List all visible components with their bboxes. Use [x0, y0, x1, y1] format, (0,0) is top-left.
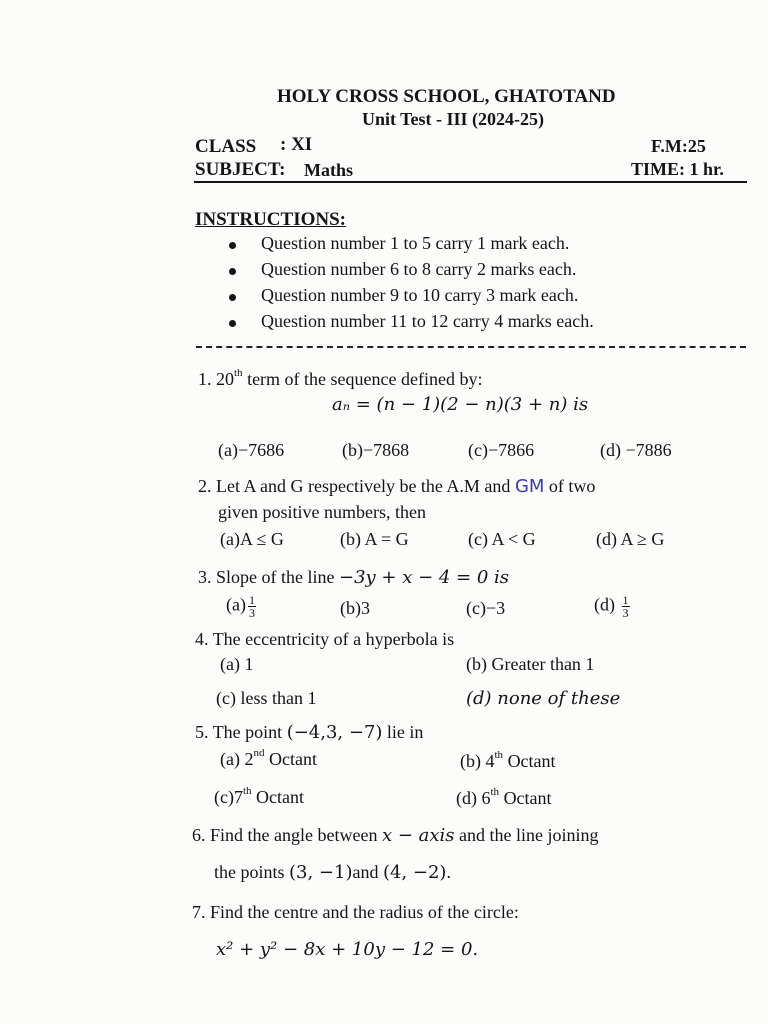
- question-text: Let A and G respectively be the A.M and: [216, 476, 515, 496]
- option-text-end: Octant: [503, 751, 556, 771]
- question-text-pre: 20: [216, 369, 234, 389]
- circle-equation: x² + y² − 8x + 10y − 12 = 0.: [216, 939, 479, 960]
- question-text: The eccentricity of a hyperbola is: [212, 629, 455, 649]
- point-coordinates: (−4,3, −7): [286, 722, 383, 743]
- header-divider: [194, 181, 747, 183]
- conjunction: and: [352, 862, 383, 882]
- option-c: (c)−7866: [468, 440, 535, 460]
- option-b: (b) Greater than 1: [466, 654, 595, 674]
- question-text: term of the sequence defined by:: [242, 369, 483, 389]
- option-b: (b)3: [340, 598, 370, 618]
- option-text: (c)7: [214, 787, 243, 807]
- subject-label: SUBJECT:: [195, 159, 286, 180]
- option-label: (a): [226, 594, 246, 615]
- ordinal-suffix: nd: [253, 747, 265, 759]
- ordinal-suffix: th: [234, 367, 243, 379]
- question-text: Find the angle between: [210, 825, 382, 845]
- option-a: (a)A ≤ G: [220, 529, 284, 549]
- question-7: [192, 902, 519, 923]
- option-c: (c)−3: [466, 598, 506, 618]
- question-2-line-2: given positive numbers, then: [218, 502, 426, 522]
- question-1: [198, 369, 482, 390]
- option-b: [460, 751, 556, 772]
- sequence-formula: aₙ = (n − 1)(2 − n)(3 + n) is: [332, 394, 589, 415]
- question-text-end: lie in: [382, 722, 424, 742]
- question-text: the points: [214, 862, 289, 882]
- question-text: The point: [212, 722, 287, 742]
- question-number: 2.: [198, 476, 212, 496]
- option-d: (d) A ≥ G: [596, 529, 665, 549]
- option-d: [594, 594, 630, 619]
- point-2: (4, −2): [382, 862, 447, 883]
- line-equation: −3y + x − 4 = 0 is: [338, 567, 510, 588]
- fraction-denominator: 3: [622, 606, 629, 620]
- subject-value: Maths: [304, 160, 353, 180]
- option-text-end: Octant: [251, 787, 305, 807]
- option-d: [456, 788, 552, 809]
- handwritten-correction: GM: [514, 476, 545, 497]
- option-a: (a)−7686: [218, 440, 285, 460]
- option-text: (a) 2: [220, 749, 254, 769]
- time: TIME: 1 hr.: [631, 159, 724, 179]
- option-text: (d) 6: [456, 788, 491, 808]
- bullet-icon: [229, 242, 236, 249]
- class-label: CLASS: [195, 136, 257, 157]
- option-text: (d) none of these: [466, 688, 621, 709]
- option-a: (a) 1: [220, 654, 254, 674]
- ordinal-suffix: th: [242, 785, 252, 797]
- bullet-icon: [229, 320, 236, 327]
- instruction-item: Question number 11 to 12 carry 4 marks each.: [261, 311, 594, 331]
- question-number: 1.: [198, 369, 212, 389]
- option-a: [226, 594, 256, 619]
- option-text-end: Octant: [499, 788, 552, 808]
- question-6-line-2: [214, 862, 451, 883]
- exam-title: Unit Test - III (2024-25): [362, 109, 545, 129]
- question-number: 3.: [198, 567, 212, 587]
- fraction: [248, 594, 256, 619]
- option-b: (b)−7868: [342, 440, 410, 460]
- instruction-item: Question number 1 to 5 carry 1 mark each.: [261, 233, 570, 253]
- period: .: [446, 862, 451, 882]
- instruction-item: Question number 9 to 10 carry 3 mark each.: [261, 285, 579, 305]
- ordinal-suffix: th: [490, 786, 500, 798]
- question-number: 5.: [195, 722, 209, 742]
- option-b: (b) A = G: [340, 529, 409, 549]
- question-number: 4.: [195, 629, 209, 649]
- option-c: [214, 787, 304, 808]
- ordinal-suffix: th: [494, 749, 504, 761]
- question-3: [198, 567, 509, 588]
- option-text-end: Octant: [264, 749, 317, 769]
- bullet-icon: [229, 294, 236, 301]
- question-5: [195, 722, 423, 743]
- fraction-numerator: 1: [622, 593, 629, 607]
- question-text: Find the centre and the radius of the circle:: [210, 902, 519, 922]
- option-d: (d) −7886: [600, 440, 672, 460]
- instructions-title: INSTRUCTIONS:: [195, 209, 346, 230]
- question-2: [198, 476, 595, 497]
- axis-term: x − axis: [381, 825, 455, 846]
- class-value: : XI: [280, 134, 313, 155]
- question-text-end: and the line joining: [454, 825, 599, 845]
- bullet-icon: [229, 268, 236, 275]
- fraction-denominator: 3: [248, 606, 255, 620]
- dashed-divider: [196, 346, 746, 348]
- question-text: Slope of the line: [216, 567, 339, 587]
- instruction-item: Question number 6 to 8 carry 2 marks each.: [261, 259, 577, 279]
- option-label: (d): [594, 594, 620, 615]
- option-a: [220, 749, 317, 770]
- question-4: [195, 629, 454, 650]
- full-marks: F.M:25: [651, 136, 706, 156]
- option-text: (b) 4: [460, 751, 495, 771]
- question-number: 6.: [192, 825, 206, 845]
- option-c: (c) A < G: [468, 529, 536, 549]
- option-d: [466, 688, 620, 709]
- question-6: [192, 825, 599, 846]
- question-text-end: of two: [544, 476, 596, 496]
- point-1: (3, −1): [289, 862, 353, 883]
- fraction: [622, 594, 630, 619]
- option-c: (c) less than 1: [216, 688, 317, 708]
- school-name: HOLY CROSS SCHOOL, GHATOTAND: [277, 86, 616, 107]
- fraction-numerator: 1: [248, 593, 255, 607]
- question-number: 7.: [192, 902, 206, 922]
